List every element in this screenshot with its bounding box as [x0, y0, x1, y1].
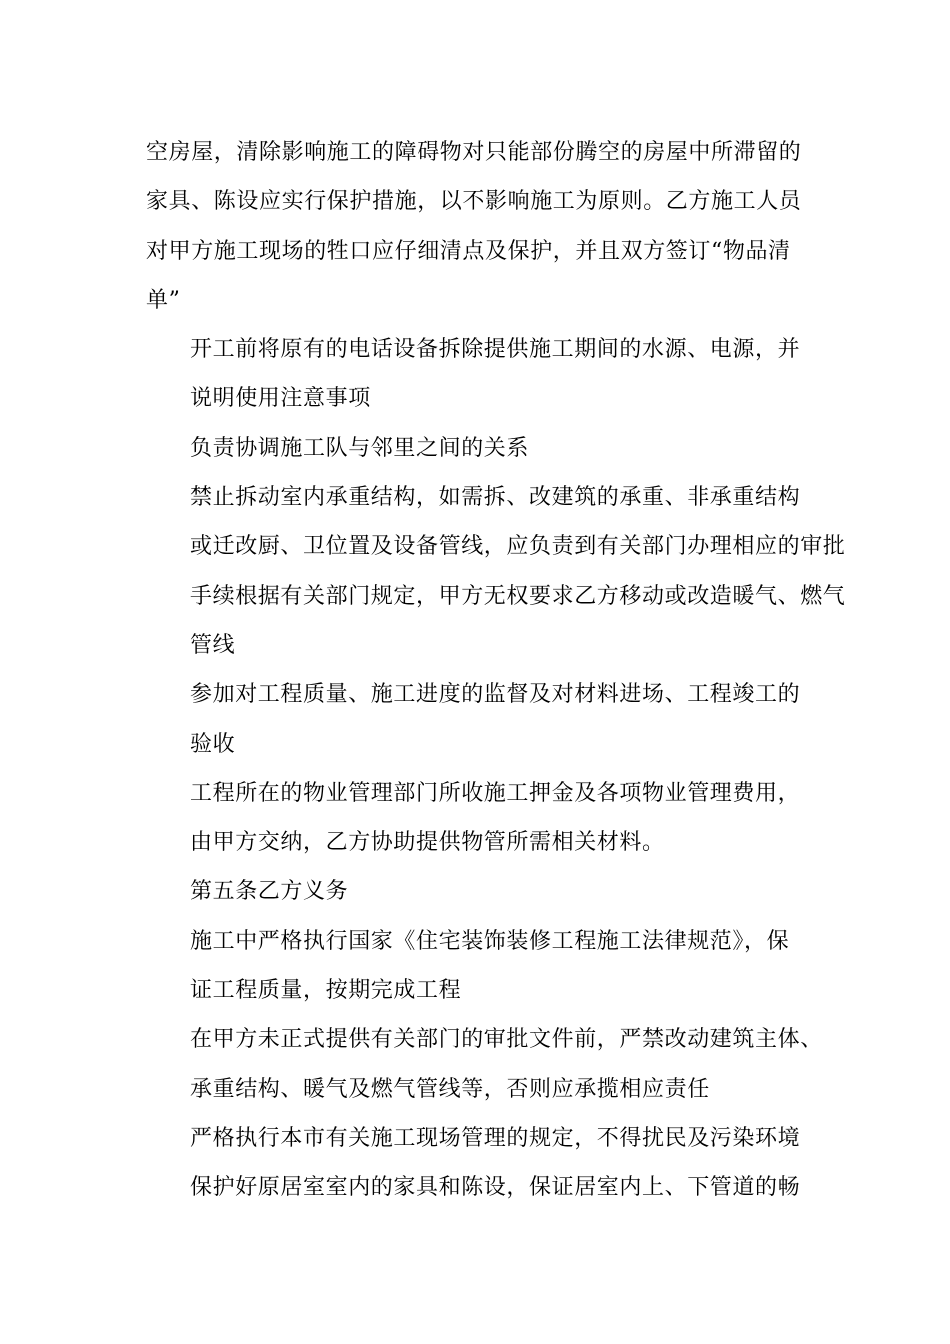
- paragraph: [146, 670, 810, 769]
- paragraph-line: 严格执行本市有关施工现场管理的规定，不得扰民及污染环境: [190, 1125, 801, 1151]
- paragraph: [146, 867, 810, 916]
- paragraph-line: 禁止拆动室内承重结构，如需拆、改建筑的承重、非承重结构: [190, 485, 801, 511]
- paragraph-line: 家具、陈设应实行保护措施，以不影响施工为原则。乙方施工人员: [146, 189, 802, 215]
- paragraph-line: 在甲方未正式提供有关部门的审批文件前，严禁改动建筑主体、: [190, 1027, 823, 1053]
- paragraph: [146, 1114, 810, 1163]
- paragraph-line: 证工程质量，按期完成工程: [190, 978, 462, 1004]
- paragraph: [146, 128, 810, 325]
- paragraph-line: 保护好原居室室内的家具和陈设，保证居室内上、下管道的畅: [190, 1175, 801, 1201]
- paragraph: [146, 769, 810, 868]
- paragraph-line: 由甲方交纳，乙方协助提供物管所需相关材料。: [190, 830, 665, 856]
- paragraph: [146, 1015, 823, 1114]
- paragraph-line: 参加对工程质量、施工进度的监督及对材料进场、工程竣工的: [190, 682, 801, 708]
- paragraph-line: 对甲方施工现场的牲口应仔细清点及保护，并且双方签订“物品清: [146, 238, 791, 264]
- paragraph-line: 说明使用注意事项: [190, 386, 371, 412]
- paragraph-line: 施工中严格执行国家《住宅装饰装修工程施工法律规范》，保: [190, 928, 790, 954]
- paragraph: [146, 1163, 810, 1212]
- paragraph-line: 或迁改厨、卫位置及设备管线，应负责到有关部门办理相应的审批: [190, 534, 846, 560]
- paragraph: [146, 325, 810, 424]
- paragraph-line: 验收: [190, 731, 236, 757]
- paragraph: [146, 473, 846, 670]
- paragraph-line: 手续根据有关部门规定，甲方无权要求乙方移动或改造暖气、燃气: [190, 583, 846, 609]
- paragraph-line: 单”: [146, 287, 181, 313]
- paragraph-line: 承重结构、暖气及燃气管线等，否则应承揽相应责任: [190, 1076, 710, 1102]
- paragraph: [146, 424, 810, 473]
- paragraph-line: 负责协调施工队与邻里之间的关系: [190, 435, 530, 461]
- paragraph-line: 工程所在的物业管理部门所收施工押金及各项物业管理费用，: [190, 780, 801, 806]
- paragraph-line: 第五条乙方义务: [190, 879, 349, 905]
- paragraph-line: 开工前将原有的电话设备拆除提供施工期间的水源、电源，并: [190, 337, 801, 363]
- paragraph-line: 管线: [190, 632, 236, 658]
- paragraph-line: 空房屋，清除影响施工的障碍物对只能部份腾空的房屋中所滞留的: [146, 140, 802, 165]
- paragraph: [146, 917, 810, 1016]
- document-body: [146, 128, 846, 1213]
